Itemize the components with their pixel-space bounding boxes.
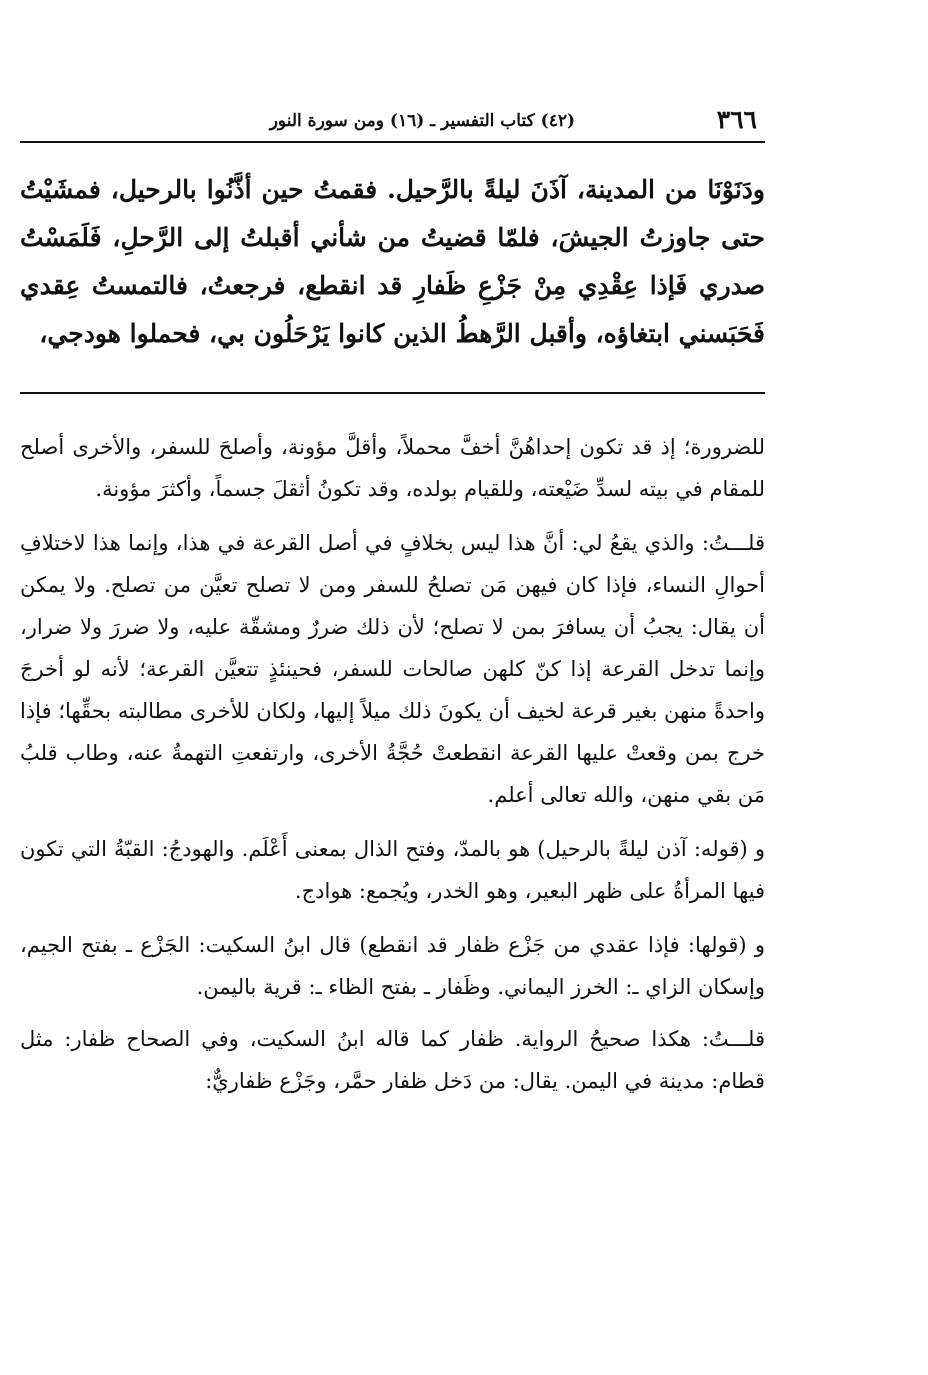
commentary-paragraph: قلـــتُ: والذي يقعُ لي: أنَّ هذا ليس بخلافٍ في أصل القرعة في هذا، وإنما هذا لاختلافِ أحوالِ النساء، فإذا كان فيهن مَن تصلحُ للسفر ومن لا تصلح تعيَّن من تصلح. ولا يمكن أن يقال: يجبُ أن يسافرَ بمن لا تصلح؛ لأن ذلك ضررٌ ومشقّة عليه، ولا ضررَ ولا ضرار، وإنما تدخل القرعة إذا كنّ كلهن صالحات للسفر، فحينئذٍ تتعيَّن القرعة؛ لأنه لو أخرجَ واحدةً منهن بغير قرعة لخيف أن يكونَ ذلك ميلاً إليها، ولكان للأخرى مطالبته بحقِّها؛ فإذا خرج بمن وقعتْ عليها القرعة انقطعتْ حُجَّةُ الأخرى، وارتفعتِ التهمةُ عنه، وطاب قلبُ مَن بقي منهن، والله تعالى أعلم. [20, 531, 765, 807]
commentary-paragraph: و (قولها: فإذا عقدي من جَزْع ظفار قد انقطع) قال ابنُ السكيت: الجَزْع ـ بفتح الجيم، وإسكان الزاي ـ: الخرز اليماني. وظَفار ـ بفتح الظاء ـ: قرية باليمن. [20, 933, 765, 999]
header-divider [20, 141, 765, 143]
commentary-paragraph: للضرورة؛ إذ قد تكون إحداهُنَّ أخفَّ محملاً، وأقلَّ مؤونة، وأصلحَ للسفر، والأخرى أصلح للمقام في بيته لسدِّ ضَيْعته، وللقيام بولده، وقد تكونُ أثقلَ جسماً، وأكثرَ مؤونة. [20, 435, 765, 501]
commentary-paragraph: و (قوله: آذن ليلةً بالرحيل) هو بالمدّ، وفتح الذال بمعنى أَعْلَم. والهودجُ: القبّةُ التي تكون فيها المرأةُ على ظهر البعير، وهو الخدر، ويُجمع: هوادج. [20, 837, 765, 903]
page-number: ٣٦٦ [716, 105, 757, 134]
running-head: (٤٢) كتاب التفسير ـ (١٦) ومن سورة النور [269, 111, 575, 131]
commentary [20, 426, 765, 1112]
commentary-paragraph: قلـــتُ: هكذا صحيحُ الرواية. ظفار كما قاله ابنُ السكيت، وفي الصحاح ظفار: مثل قطام: مدينة في اليمن. يقال: من دَخل ظفار حمَّر، وجَزْع ظفاريٌّ: [20, 1027, 765, 1093]
section-divider [20, 392, 765, 394]
hadith-text: ودَنَوْنَا من المدينة، آذَنَ ليلةً بالرَّحيل. فقمتُ حين أذَّنُوا بالرحيل، فمشَيْتُ حتى جاوزتُ الجيشَ، فلمّا قضيتُ من شأني أقبلتُ إلى الرَّحلِ، فَلَمَسْتُ صدري فَإذا عِقْدِي مِنْ جَزْعِ ظَفارِ قد انقطع، فرجعتُ، فالتمستُ عِقدي فَحَبَسني ابتغاؤه، وأقبل الرَّهطُ الذين كانوا يَرْحَلُون بي، فحملوا هودجي، [20, 175, 765, 348]
page-header [20, 103, 765, 139]
